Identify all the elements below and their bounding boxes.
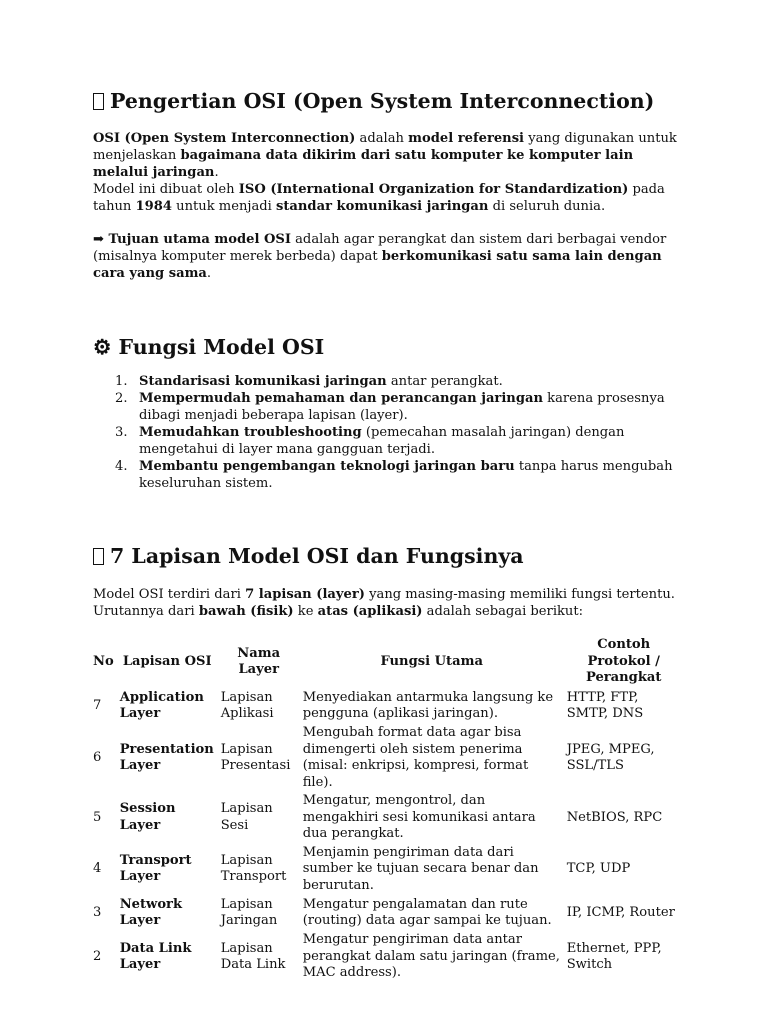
- section-title-lapisan: 7 Lapisan Model OSI dan Fungsinya: [93, 546, 524, 567]
- section-title-pengertian: Pengertian OSI (Open System Interconnection): [93, 91, 654, 112]
- header-lapisan: Lapisan OSI: [122, 653, 212, 669]
- list-item: 4. Membantu pengembangan teknologi jaringan baru tanpa harus mengubah keseluruhan sistem.: [115, 459, 673, 491]
- table-row: 3 Network Layer Lapisan Jaringan Mengatur pengalamatan dan rute (routing) data agar sampai ke tujuan. IP, ICMP, Router: [93, 896, 675, 928]
- header-contoh: Contoh Protokol / Perangkat: [585, 637, 662, 686]
- table-header-row: [90, 636, 684, 688]
- paragraph-purpose: ➡ Tujuan utama model OSI adalah agar perangkat dan sistem dari berbagai vendor (misalnya komputer merek berbeda) dapat berkomunikasi satu sama lain dengan cara yang sama.: [93, 232, 667, 281]
- table-row: 5 Session Layer Lapisan Sesi Mengatur, mengontrol, dan mengakhiri sesi komunikasi antara dua perangkat. NetBIOS, RPC: [93, 793, 663, 841]
- section-title-fungsi: ⚙ Fungsi Model OSI: [93, 335, 325, 359]
- table-row: 2 Data Link Layer Lapisan Data Link Mengatur pengiriman data antar perangkat dalam satu jaringan (frame, MAC address). Ethernet, PPP, Switch: [93, 932, 662, 981]
- paragraph-definition: OSI (Open System Interconnection) adalah model referensi yang digunakan untuk menjelaskan bagaimana data dikirim dari satu komputer ke komputer lain melalui jaringan. Model ini dibuat oleh ISO (International Organization for Standardization) pada tahun 1984 untuk menjadi standar komunikasi jaringan di seluruh dunia.: [93, 131, 677, 214]
- arrow-right-icon: ➡: [93, 232, 104, 247]
- paragraph-intro-layers: Model OSI terdiri dari 7 lapisan (layer) yang masing-masing memiliki fungsi tertentu. Urutannya dari bawah (fisik) ke atas (aplikasi) adalah sebagai berikut:: [93, 587, 675, 619]
- table-row: 7 Application Layer Lapisan Aplikasi Menyediakan antarmuka langsung ke pengguna (aplikasi jaringan). HTTP, FTP, SMTP, DNS: [93, 689, 644, 721]
- header-fungsi: Fungsi Utama: [380, 653, 483, 669]
- list-item: 3. Memudahkan troubleshooting (pemecahan masalah jaringan) dengan mengetahui di layer mana gangguan terjadi.: [115, 425, 625, 457]
- list-item: 2. Mempermudah pemahaman dan perancangan jaringan karena prosesnya dibagi menjadi beberapa lapisan (layer).: [115, 391, 665, 423]
- gear-icon: ⚙: [93, 335, 112, 359]
- osi-layers-table: [90, 636, 684, 983]
- layers-icon: [93, 548, 104, 565]
- table-row: 4 Transport Layer Lapisan Transport Menjamin pengiriman data dari sumber ke tujuan secara benar dan berurutan. TCP, UDP: [93, 844, 631, 893]
- book-icon: [93, 93, 104, 110]
- header-nama: Nama Layer: [237, 645, 281, 677]
- fungsi-list: [93, 373, 693, 492]
- table-row: 6 Presentation Layer Lapisan Presentasi Mengubah format data agar bisa dimengerti oleh sistem penerima (misal: enkripsi, kompresi, format file). JPEG, MPEG, SSL/TLS: [93, 725, 655, 790]
- header-no: No: [93, 653, 114, 669]
- list-item: 1. Standarisasi komunikasi jaringan antar perangkat.: [115, 374, 503, 389]
